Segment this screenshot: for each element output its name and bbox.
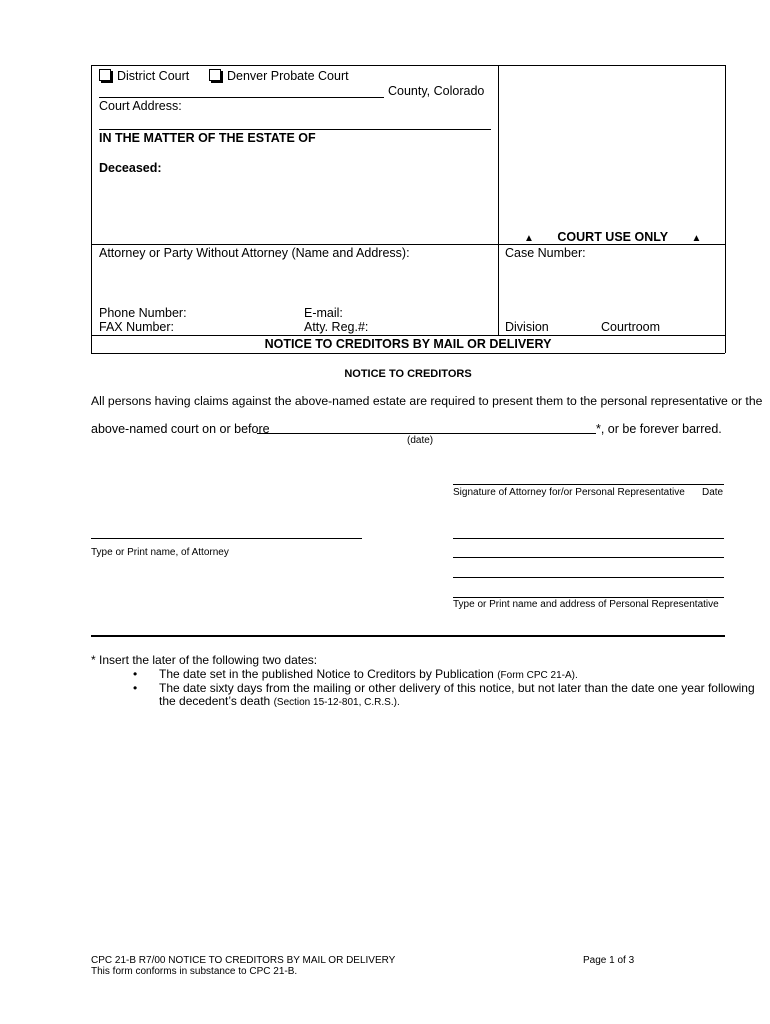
footer-form-id: CPC 21-B R7/00 NOTICE TO CREDITORS BY MAIL OR DELIVERY — [91, 955, 396, 966]
county-line[interactable] — [99, 97, 384, 98]
box-top-border — [91, 65, 725, 66]
pr-label: Type or Print name and address of Personal Representative — [453, 599, 719, 610]
fax-label: FAX Number: — [99, 320, 175, 334]
phone-label: Phone Number: — [99, 306, 187, 320]
footnote-bullet-2-line-2: the decedent’s death (Section 15-12-801, C.R.S.). — [159, 694, 400, 708]
court-use-only: ▲ COURT USE ONLY ▲ — [524, 230, 702, 244]
county-label: County, Colorado — [388, 84, 485, 98]
box-bottom-border — [91, 353, 725, 354]
box-left-border — [91, 65, 92, 353]
pr-line-4[interactable] — [453, 597, 724, 598]
pr-line-1[interactable] — [453, 538, 724, 539]
date-label: (date) — [407, 435, 434, 446]
form-title: NOTICE TO CREDITORS BY MAIL OR DELIVERY — [264, 337, 552, 351]
attorney-name-line[interactable] — [91, 538, 362, 539]
estate-heading: IN THE MATTER OF THE ESTATE OF — [99, 131, 316, 145]
arrow-up-icon: ▲ — [524, 233, 534, 244]
deceased-label: Deceased: — [99, 161, 162, 175]
atty-reg-label: Atty. Reg.#: — [304, 320, 369, 334]
pr-line-3[interactable] — [453, 577, 724, 578]
arrow-up-icon: ▲ — [691, 233, 702, 244]
attorney-label: Attorney or Party Without Attorney (Name and Address): — [99, 246, 410, 260]
signature-line[interactable] — [453, 484, 724, 485]
footnote-bullet-2-line-1: The date sixty days from the mailing or other delivery of this notice, but not later than the date one year following — [159, 681, 755, 695]
notice-line-1: All persons having claims against the above-named estate are required to present them to the personal representative or the — [91, 394, 763, 408]
footer-page-number: Page 1 of 3 — [583, 955, 635, 966]
court-address-line[interactable] — [99, 129, 491, 130]
signature-label: Signature of Attorney for/or Personal Representative — [453, 487, 685, 498]
notice-line-2-start: above-named court on or before — [91, 422, 270, 436]
email-label: E-mail: — [304, 306, 343, 320]
pr-line-2[interactable] — [453, 557, 724, 558]
probate-court-option[interactable]: Denver Probate Court — [209, 69, 349, 83]
bullet-icon: • — [133, 667, 138, 681]
signature-date-label: Date — [702, 487, 724, 498]
footnote-bullet-1: The date set in the published Notice to Creditors by Publication (Form CPC 21-A). — [159, 667, 578, 681]
footnote-intro: * Insert the later of the following two dates: — [91, 653, 318, 667]
footer-conforms: This form conforms in substance to CPC 21-B. — [91, 966, 298, 977]
attorney-name-label: Type or Print name, of Attorney — [91, 547, 229, 558]
district-court-option[interactable]: District Court — [99, 69, 189, 83]
notice-line-2-end: *, or be forever barred. — [596, 422, 722, 436]
box-right-border — [725, 65, 726, 353]
section-divider — [91, 635, 725, 637]
division-label: Division — [505, 320, 549, 334]
date-field-line[interactable] — [257, 433, 596, 434]
district-court-checkbox[interactable] — [99, 69, 111, 81]
case-number-label: Case Number: — [505, 246, 586, 260]
bullet-icon: • — [133, 681, 138, 695]
box-divider — [498, 65, 499, 335]
notice-heading: NOTICE TO CREDITORS — [344, 368, 472, 380]
court-address-label: Court Address: — [99, 99, 182, 113]
box-title-border — [91, 335, 725, 336]
courtroom-label: Courtroom — [601, 320, 661, 334]
probate-court-checkbox[interactable] — [209, 69, 221, 81]
